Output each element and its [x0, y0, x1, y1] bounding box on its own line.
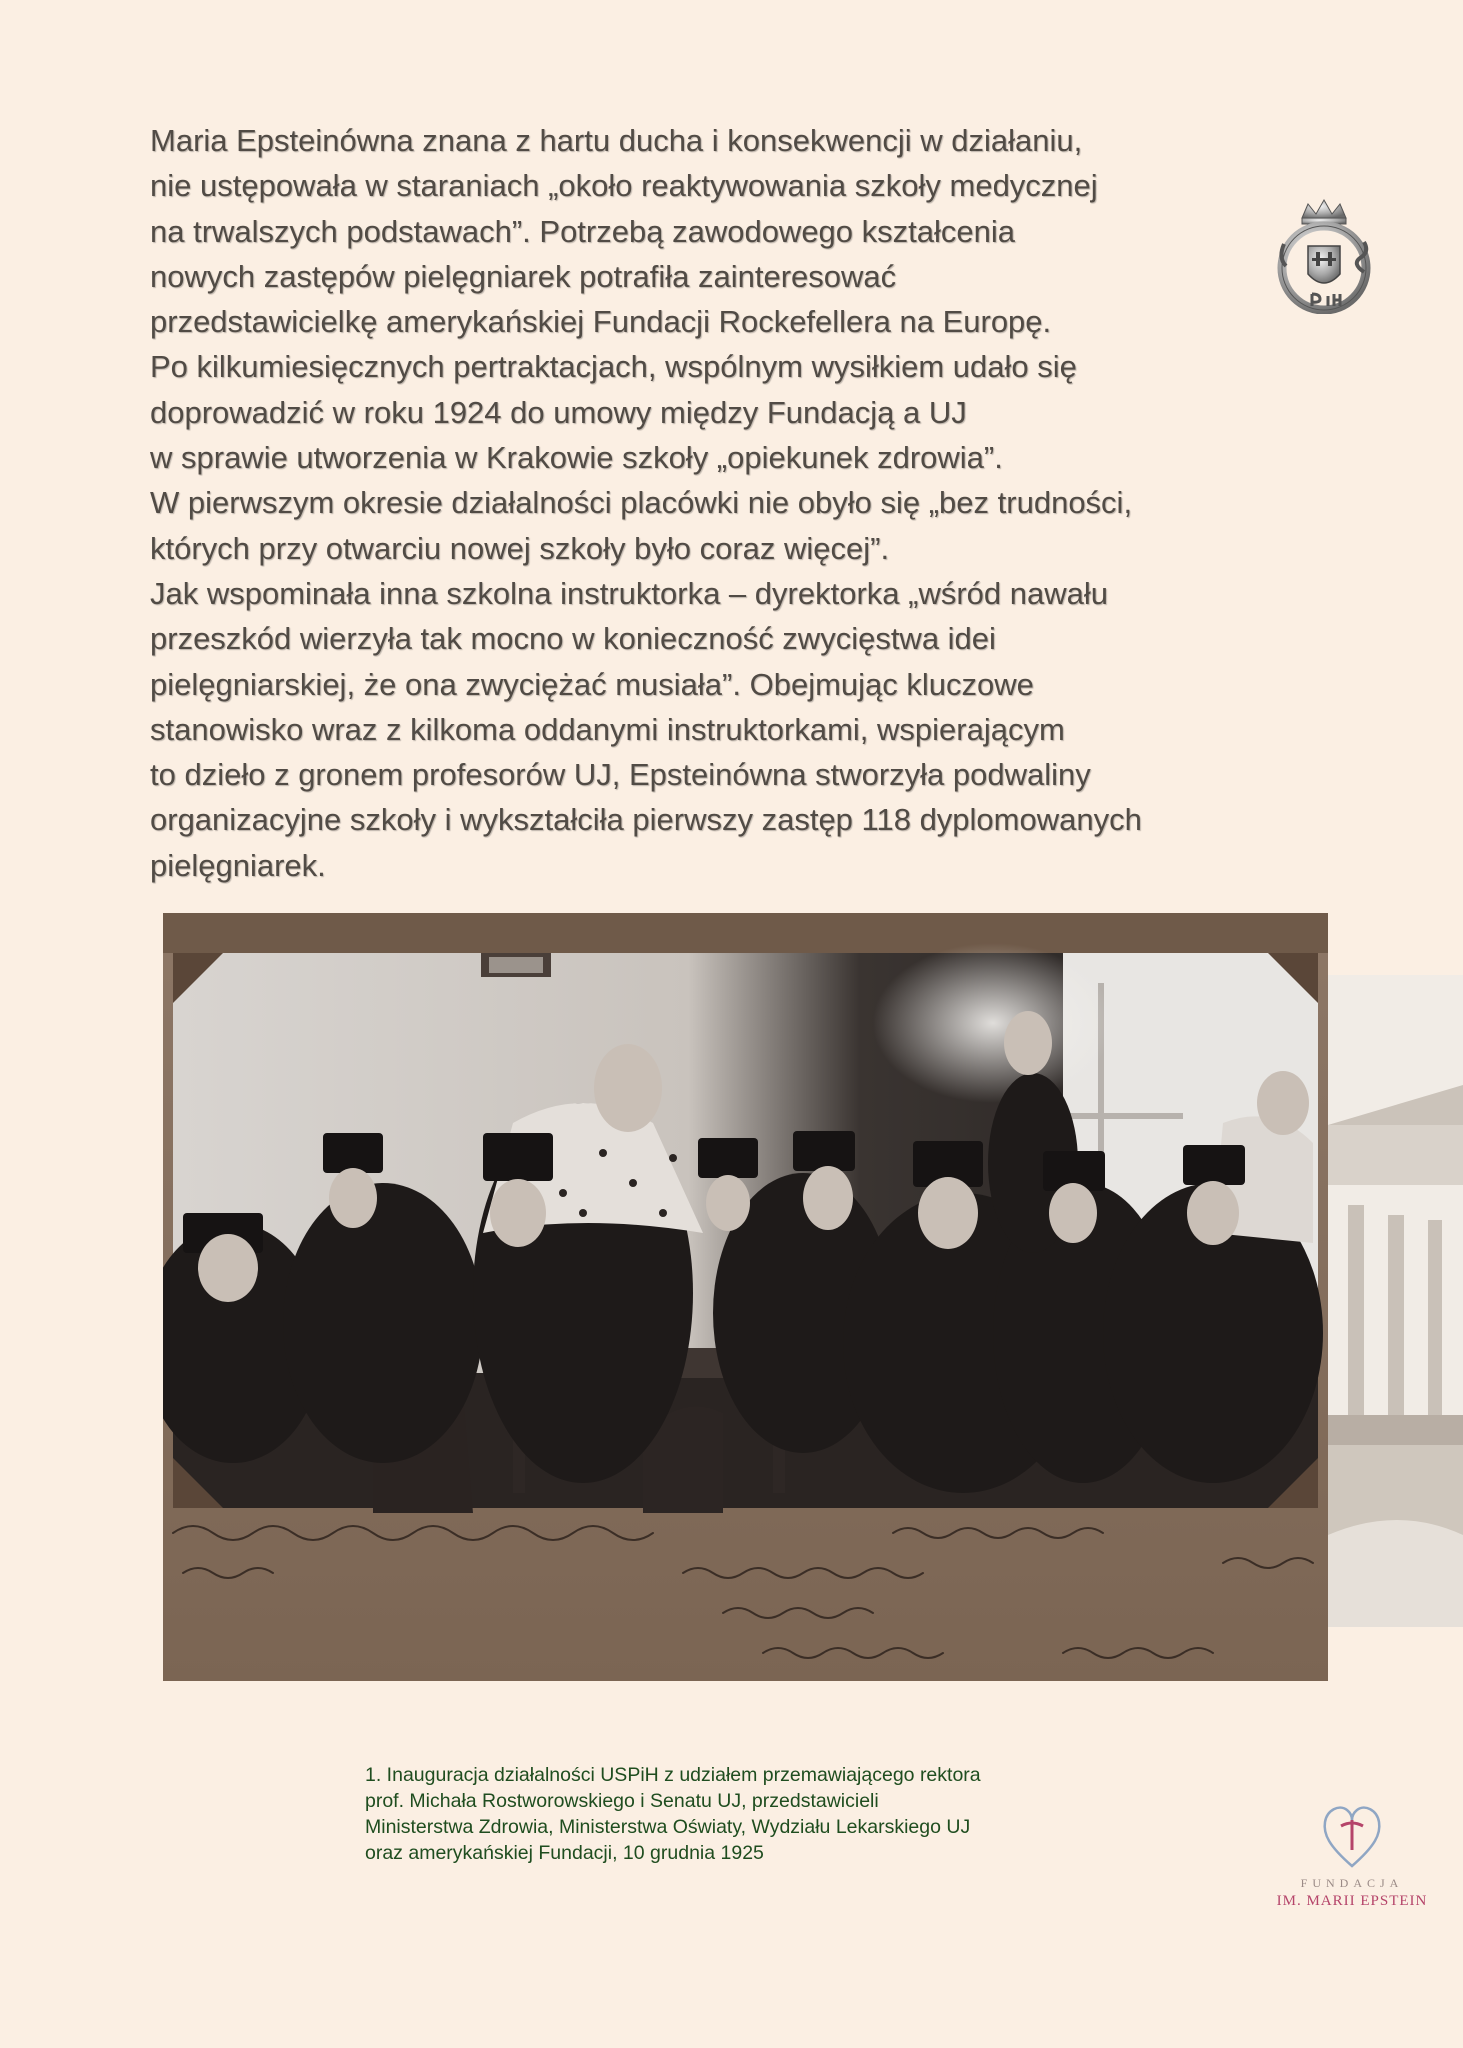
- caption-line: oraz amerykańskiej Fundacji, 10 grudnia 1925: [365, 1842, 764, 1864]
- body-line: pielęgniarskiej, że ona zwyciężać musiała”. Obejmując kluczowe: [150, 666, 1034, 702]
- building-photo: [1328, 975, 1463, 1627]
- body-line: organizacyjne szkoły i wykształciła pierwszy zastęp 118 dyplomowanych: [150, 802, 1142, 838]
- foundation-logo: [1262, 1800, 1442, 1930]
- logo-line-name: IM. MARII EPSTEIN: [1276, 1893, 1428, 1909]
- body-line: przeszkód wierzyła tak mocno w konieczność zwycięstwa idei: [150, 621, 996, 657]
- caption-line: prof. Michała Rostworowskiego i Senatu UJ, przedstawicieli: [365, 1790, 879, 1812]
- body-line: nie ustępowała w staraniach „około reaktywowania szkoły medycznej: [150, 168, 1098, 204]
- body-line: pielęgniarek.: [150, 847, 326, 883]
- body-line: to dzieło z gronem profesorów UJ, Epsteinówna stworzyła podwaliny: [150, 757, 1091, 793]
- school-pin-badge-image: [1272, 196, 1376, 314]
- body-line: Po kilkumiesięcznych pertraktacjach, wspólnym wysiłkiem udało się: [150, 349, 1077, 385]
- body-line: doprowadzić w roku 1924 do umowy między Fundacją a UJ: [150, 394, 967, 430]
- body-line: przedstawicielkę amerykańskiej Fundacji Rockefellera na Europę.: [150, 304, 1052, 340]
- body-line: Jak wspominała inna szkolna instruktorka – dyrektorka „wśród nawału: [150, 575, 1108, 611]
- photo-caption: [365, 1762, 1165, 1866]
- body-line: w sprawie utworzenia w Krakowie szkoły „opiekunek zdrowia”.: [150, 440, 1003, 476]
- body-line: nowych zastępów pielęgniarek potrafiła zainteresować: [150, 258, 897, 294]
- heart-cross-icon: [1319, 1800, 1385, 1870]
- body-line: których przy otwarciu nowej szkoły było coraz więcej”.: [150, 530, 890, 566]
- body-line: W pierwszym okresie działalności placówki nie obyło się „bez trudności,: [150, 485, 1133, 521]
- caption-line: 1. Inauguracja działalności USPiH z udziałem przemawiającego rektora: [365, 1764, 981, 1786]
- historical-photo: [163, 913, 1328, 1681]
- caption-line: Ministerstwa Zdrowia, Ministerstwa Oświaty, Wydziału Lekarskiego UJ: [365, 1816, 971, 1838]
- body-line: stanowisko wraz z kilkoma oddanymi instruktorkami, wspierającym: [150, 711, 1065, 747]
- body-line: Maria Epsteinówna znana z hartu ducha i konsekwencji w działaniu,: [150, 123, 1083, 158]
- logo-line-fundacja: FUNDACJA: [1300, 1876, 1404, 1890]
- body-text: [150, 118, 1350, 888]
- body-line: na trwalszych podstawach”. Potrzebą zawodowego kształcenia: [150, 213, 1016, 249]
